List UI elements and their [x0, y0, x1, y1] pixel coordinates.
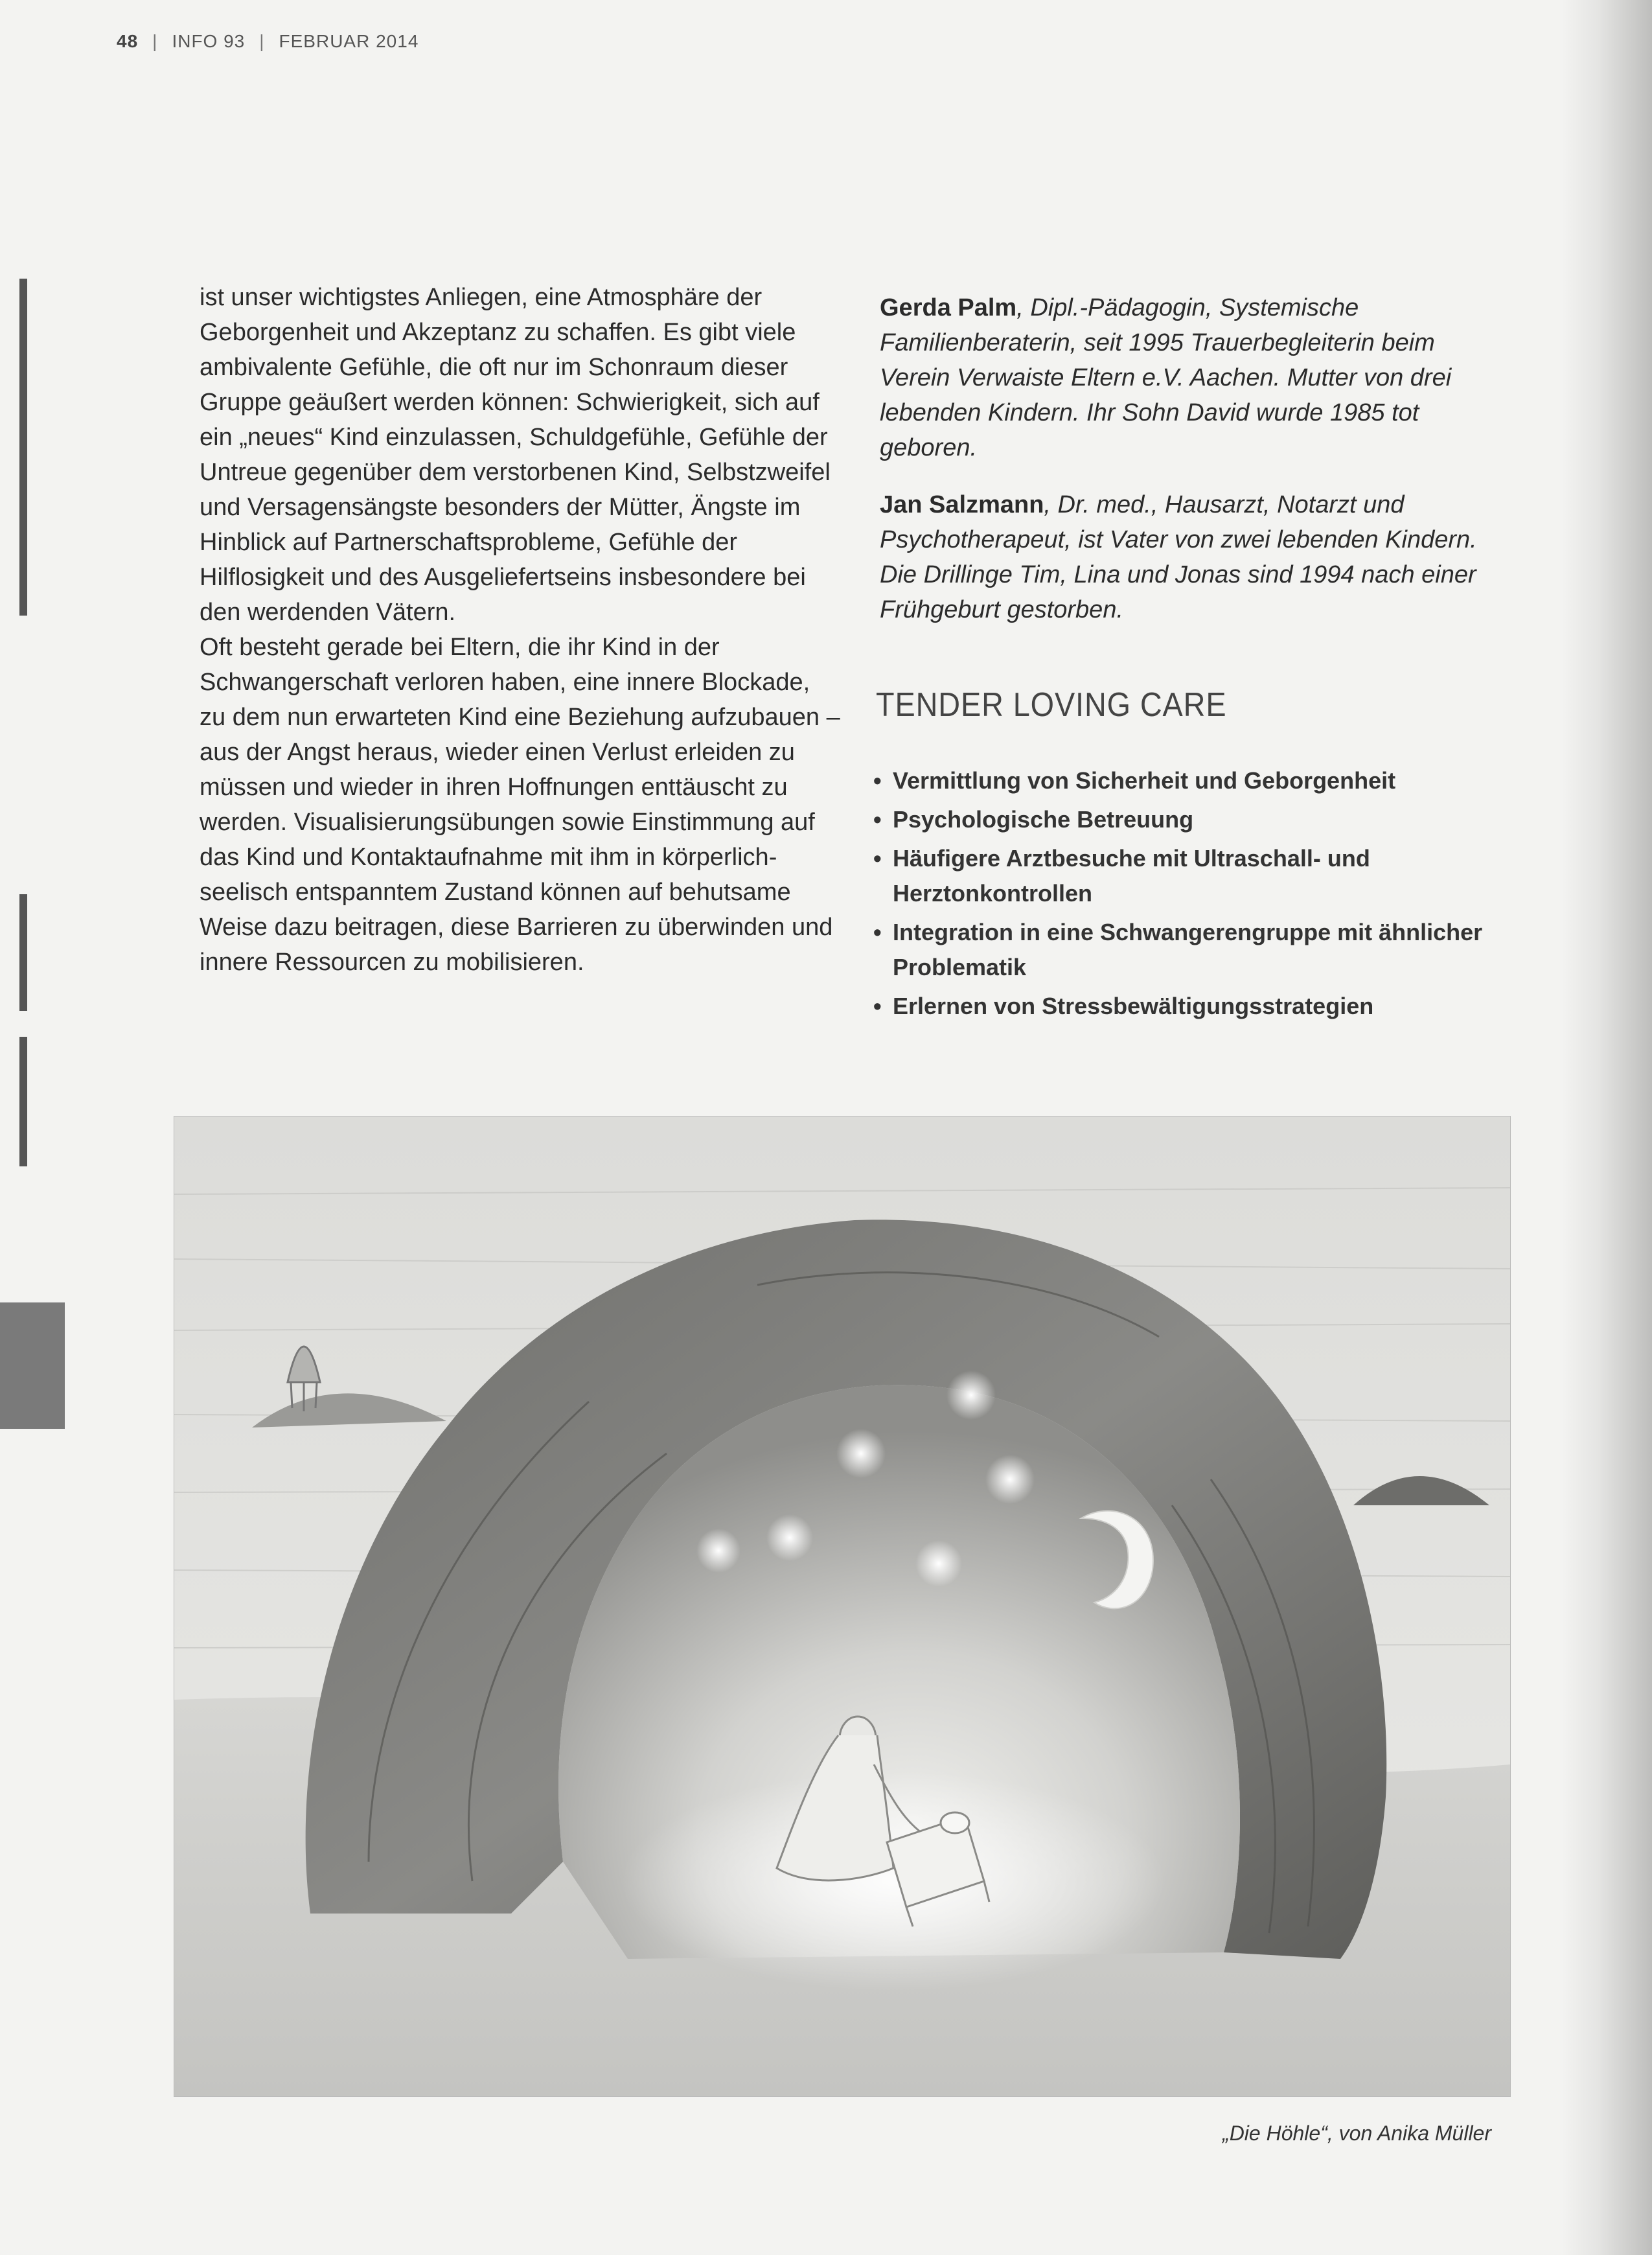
- list-item: • Erlernen von Stressbewältigungsstrategien: [873, 989, 1521, 1024]
- author-name: Jan Salzmann: [880, 491, 1044, 518]
- bullet-icon: •: [873, 845, 882, 872]
- author-bio: [880, 290, 1508, 465]
- author-name: Gerda Palm: [880, 294, 1017, 321]
- body-paragraph: Oft besteht gerade bei Eltern, die ihr Kind in der Schwangerschaft verloren haben, eine innere Blockade, zu dem nun erwarteten Kind eine Beziehung aufzubauen – aus der Angst heraus, wieder einen Verlust erleiden zu müssen und wieder in ihren Hoffnungen enttäuscht zu werden. Visualisierungsübungen sowie Einstimmung auf das Kind und Kontaktaufnahme mit ihm in körperlich-seelisch entspanntem Zustand können auf behutsame Weise dazu beitragen, diese Barrieren zu überwinden und innere Ressourcen zu mobilisieren.: [200, 634, 840, 976]
- issue-label: INFO 93: [172, 31, 246, 51]
- page-number: 48: [117, 31, 139, 51]
- author-description: , Dr. med., Hausarzt, Notarzt und Psychotherapeut, ist Vater von zwei lebenden Kindern. Die Drillinge Tim, Lina und Jonas sind 1994 nach einer Frühgeburt gestorben.: [880, 491, 1477, 623]
- figure-caption: „Die Höhle“, von Anika Müller: [1222, 2122, 1491, 2145]
- list-item: • Häufigere Arztbesuche mit Ultraschall- und Herztonkontrollen: [873, 841, 1521, 911]
- light-pool: [621, 1771, 1165, 1991]
- cave-illustration: [174, 1116, 1511, 2097]
- bullet-icon: •: [873, 806, 882, 833]
- page-tab-marker: [0, 1302, 65, 1429]
- bullet-icon: •: [873, 919, 882, 945]
- scan-margin-mark: [19, 1037, 27, 1166]
- issue-date: FEBRUAR 2014: [279, 31, 419, 51]
- bullet-icon: •: [873, 767, 882, 794]
- author-description: , Dipl.-Pädagogin, Systemische Familienberaterin, seit 1995 Trauerbegleiterin beim Verein Verwaiste Eltern e.V. Aachen. Mutter von drei lebenden Kindern. Ihr Sohn David wurde 1985 tot geboren.: [880, 294, 1452, 461]
- list-item: • Psychologische Betreuung: [873, 802, 1521, 837]
- list-item: • Integration in eine Schwangerengruppe mit ähnlicher Problematik: [873, 915, 1521, 985]
- author-bio: [880, 487, 1508, 627]
- left-column: [200, 280, 841, 980]
- list-item: • Vermittlung von Sicherheit und Geborgenheit: [873, 763, 1521, 798]
- body-paragraph: ist unser wichtigstes Anliegen, eine Atmosphäre der Geborgenheit und Akzeptanz zu schaffen. Es gibt viele ambivalente Gefühle, die oft nur im Schonraum dieser Gruppe geäußert werden können: Schwierigkeit, sich auf ein „neues“ Kind einzulassen, Schuldgefühle, Gefühle der Untreue gegenüber dem verstorbenen Kind, Selbstzweifel und Versagensängste besonders der Mütter, Ängste im Hinblick auf Partnerschaftsprobleme, Gefühle der Hilflosigkeit und des Ausgeliefertseins insbesondere bei den werdenden Vätern.: [200, 284, 831, 626]
- scan-margin-mark: [19, 894, 27, 1011]
- author-info: [880, 290, 1508, 649]
- box-title: TENDER LOVING CARE: [876, 686, 1227, 724]
- bullet-icon: •: [873, 993, 882, 1019]
- scan-edge-shadow: [1561, 0, 1652, 2255]
- care-list: [873, 763, 1521, 1028]
- scan-margin-mark: [19, 279, 27, 616]
- page-header: 48 | INFO 93 | FEBRUAR 2014: [117, 31, 419, 51]
